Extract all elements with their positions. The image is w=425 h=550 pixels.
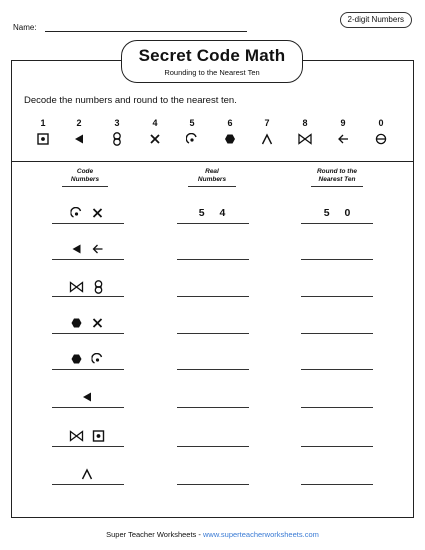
bowtie-icon (70, 281, 84, 293)
bowtie-icon (70, 430, 84, 442)
code-symbols (70, 280, 105, 294)
hexagon-icon (71, 353, 83, 365)
stacked-circles-icon (109, 131, 125, 147)
x-icon (92, 317, 104, 329)
name-label: Name: (13, 23, 37, 32)
stacked-circles-icon (93, 280, 105, 294)
code-line (52, 223, 124, 224)
round-answer-line[interactable] (301, 407, 373, 408)
rounded-answer[interactable]: 5 0 (323, 207, 357, 219)
arc-dot-icon (71, 207, 83, 219)
code-line (52, 369, 124, 370)
name-line[interactable] (45, 31, 247, 32)
round-answer-line[interactable] (301, 259, 373, 260)
footer (0, 530, 425, 539)
round-answer-line[interactable] (301, 369, 373, 370)
round-answer-line[interactable] (301, 484, 373, 485)
x-icon (92, 207, 104, 219)
hexagon-icon (222, 131, 238, 147)
page-subtitle: Rounding to the Nearest Ten (164, 68, 260, 77)
left-triangle-icon (81, 391, 93, 403)
theta-icon (373, 131, 389, 147)
key-digit: 6 (227, 118, 233, 128)
code-line (52, 484, 124, 485)
key-digit: 9 (340, 118, 346, 128)
arc-dot-icon (184, 131, 200, 147)
round-answer-line[interactable] (301, 296, 373, 297)
key-digit: 2 (76, 118, 82, 128)
real-answer-line[interactable] (177, 446, 249, 447)
real-answer-line[interactable] (177, 333, 249, 334)
key-digit: 4 (152, 118, 158, 128)
real-number-answer[interactable]: 5 4 (198, 207, 232, 219)
header-real-numbers: Real Numbers (197, 168, 227, 183)
arc-dot-icon (92, 353, 104, 365)
instructions: Decode the numbers and round to the nearest ten. (24, 95, 237, 106)
key-digit: 3 (114, 118, 120, 128)
code-line (52, 259, 124, 260)
code-symbols (81, 468, 93, 480)
code-line (52, 333, 124, 334)
round-answer-line[interactable] (301, 223, 373, 224)
code-symbols (81, 391, 93, 403)
left-arrow-icon (335, 131, 351, 147)
real-answer-line[interactable] (177, 259, 249, 260)
caret-icon (81, 468, 93, 480)
left-arrow-icon (92, 243, 104, 255)
code-line (52, 407, 124, 408)
real-answer-line[interactable] (177, 223, 249, 224)
code-symbols (70, 430, 105, 442)
header-underline (62, 186, 108, 187)
header-underline (311, 186, 363, 187)
left-triangle-icon (71, 131, 87, 147)
divider (11, 161, 414, 162)
bowtie-icon (297, 131, 313, 147)
code-symbols (71, 207, 104, 219)
code-symbols (71, 317, 104, 329)
code-line (52, 296, 124, 297)
header-round: Round to the Nearest Ten (316, 168, 358, 183)
header-code-numbers: Code Numbers (70, 168, 100, 183)
real-answer-line[interactable] (177, 369, 249, 370)
footer-brand: Super Teacher Worksheets (106, 530, 197, 539)
round-answer-line[interactable] (301, 333, 373, 334)
key-digit: 8 (302, 118, 308, 128)
key-digit: 0 (378, 118, 384, 128)
real-answer-line[interactable] (177, 407, 249, 408)
boxed-dot-icon (93, 430, 105, 442)
page-title: Secret Code Math (138, 46, 286, 65)
key-digit: 5 (189, 118, 195, 128)
round-answer-line[interactable] (301, 446, 373, 447)
code-line (52, 446, 124, 447)
title-box (121, 40, 303, 83)
hexagon-icon (71, 317, 83, 329)
boxed-dot-icon (35, 131, 51, 147)
code-symbols (71, 353, 104, 365)
x-icon (147, 131, 163, 147)
footer-separator: - (196, 530, 203, 539)
header-underline (188, 186, 236, 187)
real-answer-line[interactable] (177, 484, 249, 485)
level-badge: 2-digit Numbers (340, 12, 412, 28)
key-digit: 1 (40, 118, 46, 128)
real-answer-line[interactable] (177, 296, 249, 297)
left-triangle-icon (71, 243, 83, 255)
footer-link[interactable]: www.superteacherworksheets.com (202, 530, 319, 539)
key-digit: 7 (264, 118, 270, 128)
code-symbols (71, 243, 104, 255)
caret-icon (259, 131, 275, 147)
